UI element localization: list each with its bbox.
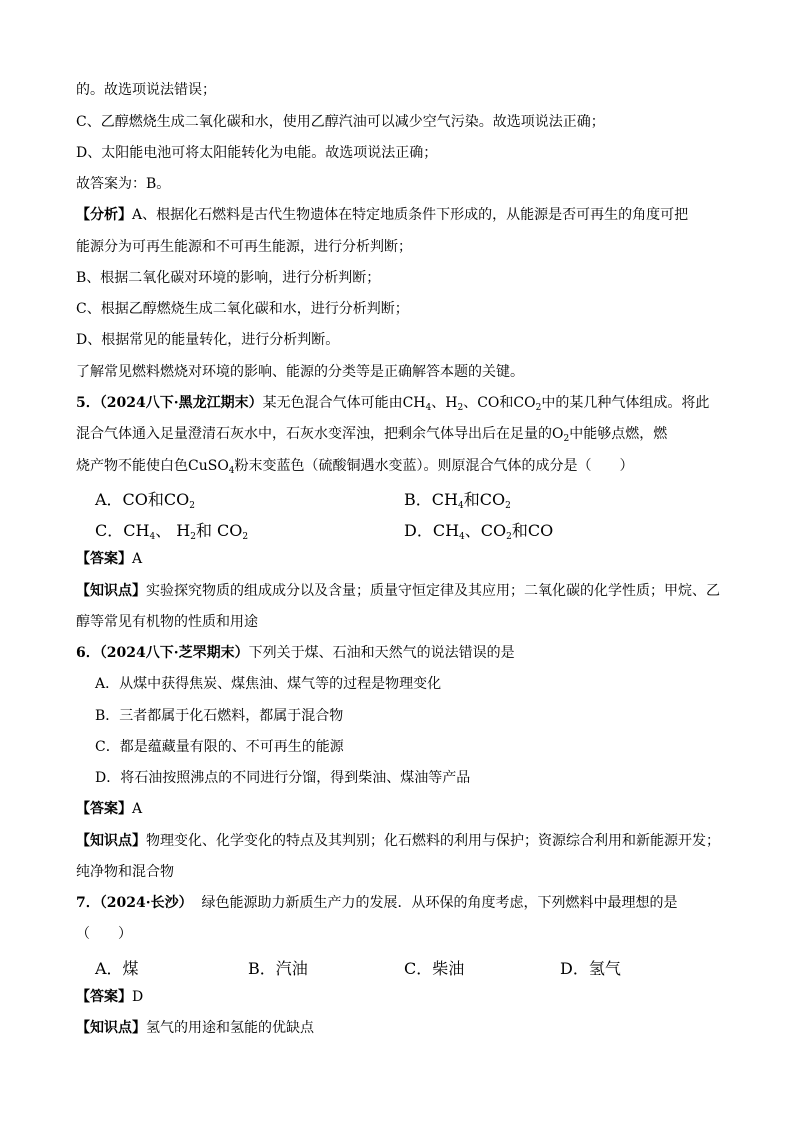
question-7-stem: 7．（2024·长沙） 绿色能源助力新质生产力的发展．从环保的角度考虑，下列燃料中最理想的是 [76,895,678,911]
answer-value: A [132,551,143,567]
knowledge-point-line: 【知识点】氢气的用途和氢能的优缺点 [76,1020,314,1036]
text-line: 了解常见燃料燃烧对环境的影响、能源的分类等是正确解答本题的关键。 [76,364,524,380]
answer-value: D [132,989,144,1005]
option-c: C．$CH_4$、 $H_2$和 $CO_2$ [95,521,249,542]
text-line: 的。故选项说法错误； [76,82,216,98]
answer-line: 【答案】D [76,989,144,1005]
answer-line: 【答案】A [76,801,143,817]
option-c: C．都是蕴藏量有限的、不可再生的能源 [95,739,344,755]
text-line: D、根据常见的能量转化，进行分析判断。 [76,332,340,348]
knowledge-point-line: 纯净物和混合物 [76,864,174,880]
question-5-stem: 5．（2024八下·黑龙江期末）某无色混合气体可能由$CH_4$、$H_2$、CO和$CO_2$中的某几种气体组成。将此 [76,395,710,413]
text-line: 能源分为可再生能源和不可再生能源，进行分析判断； [76,239,412,255]
option-d: D．将石油按照沸点的不同进行分馏，得到柴油、煤油等产品 [95,770,471,786]
answer-line: 【答案】A [76,551,143,567]
answer-value: A [132,801,143,817]
question-6-stem: 6．（2024八下·芝罘期末）下列关于煤、石油和天然气的说法错误的是 [76,645,515,661]
option-b: B．汽油 [248,959,308,978]
option-a: A．从煤中获得焦炭、煤焦油、煤气等的过程是物理变化 [95,676,442,692]
question-5-stem-line: 烧产物不能使白色CuSO$_4$粉末变蓝色（硫酸铜遇水变蓝）。则原混合气体的成分是（ ） [76,458,634,476]
option-a: A．煤 [95,959,139,978]
question-5-stem-line: 混合气体通入足量澄清石灰水中，石灰水变浑浊，把剩余气体导出后在足量的$O_2$中能够点燃，燃 [76,426,668,444]
knowledge-point-line: 【知识点】实验探究物质的组成成分以及含量；质量守恒定律及其应用；二氧化碳的化学性质；甲烷、乙 [76,583,720,599]
knowledge-point-line: 【知识点】物理变化、化学变化的特点及其判别；化石燃料的利用与保护；资源综合利用和新能源开发； [76,833,720,849]
question-source: （2024·长沙） [99,895,193,911]
question-source: （2024八下·芝罘期末） [99,645,249,661]
text-line: C、乙醇燃烧生成二氧化碳和水，使用乙醇汽油可以减少空气污染。故选项说法正确； [76,114,605,130]
option-b: B．$CH_4$和$CO_2$ [404,490,511,511]
question-source: （2024八下·黑龙江期末） [99,395,263,411]
text-line: 故答案为：B。 [76,176,171,192]
knowledge-point-line: 醇等常见有机物的性质和用途 [76,614,258,630]
option-d: D．氢气 [560,959,621,978]
text-line: D、太阳能电池可将太阳能转化为电能。故选项说法正确； [76,145,438,161]
text-line: B、根据二氧化碳对环境的影响，进行分析判断； [76,270,381,286]
option-c: C．柴油 [404,959,465,978]
text-line: C、根据乙醇燃烧生成二氧化碳和水，进行分析判断； [76,301,409,317]
option-a: A．CO和$CO_2$ [95,490,196,511]
analysis-line: 【分析】A、根据化石燃料是古代生物遗体在特定地质条件下形成的，从能源是否可再生的角度可把 [76,207,689,223]
answer-parentheses: （ ） [76,926,132,942]
analysis-tag: 【分析】 [76,207,132,223]
option-b: B．三者都属于化石燃料，都属于混合物 [95,708,344,724]
option-d: D．$CH_4$、$CO_2$和CO [404,521,554,542]
